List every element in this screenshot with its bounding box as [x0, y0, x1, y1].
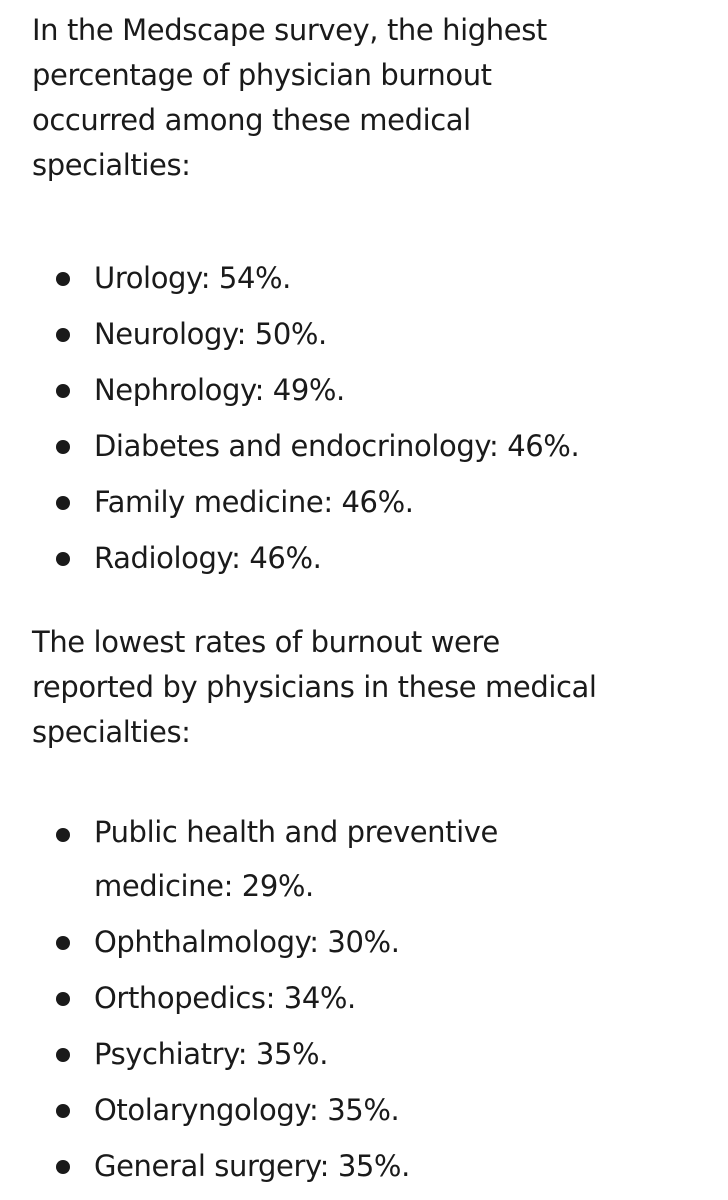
bullet-icon — [56, 552, 70, 566]
lowest-intro-line: reported by physicians in these medical — [32, 670, 597, 704]
bullet-icon — [56, 384, 70, 398]
intro-line: occurred among these medical — [32, 103, 471, 137]
intro-line: In the Medscape survey, the highest — [32, 13, 547, 47]
lowest-intro-line: The lowest rates of burnout were — [32, 625, 500, 659]
bullet-icon — [56, 992, 70, 1006]
list-item: Otolaryngology: 35%. — [0, 1082, 728, 1138]
bullet-icon — [56, 496, 70, 510]
list-item: Orthopedics: 34%. — [0, 970, 728, 1026]
list-item: Family medicine: 46%. — [0, 474, 728, 530]
highest-burnout-list — [0, 250, 728, 586]
lowest-intro-paragraph — [32, 620, 712, 755]
list-item: Ophthalmology: 30%. — [0, 914, 728, 970]
list-item: Urology: 54%. — [0, 250, 728, 306]
bullet-icon — [56, 440, 70, 454]
lowest-intro-line: specialties: — [32, 715, 191, 749]
list-item: General surgery: 35%. — [0, 1138, 728, 1194]
bullet-icon — [56, 272, 70, 286]
intro-line: percentage of physician burnout — [32, 58, 492, 92]
list-item: Diabetes and endocrinology: 46%. — [0, 418, 728, 474]
lowest-burnout-list — [0, 806, 728, 1194]
intro-line: specialties: — [32, 148, 191, 182]
bullet-icon — [56, 328, 70, 342]
bullet-icon — [56, 828, 70, 842]
intro-paragraph — [32, 8, 712, 188]
bullet-icon — [56, 1160, 70, 1174]
bullet-icon — [56, 1048, 70, 1062]
list-item: Public health and preventive medicine: 29%. — [0, 806, 728, 914]
list-item: Nephrology: 49%. — [0, 362, 728, 418]
list-item: Psychiatry: 35%. — [0, 1026, 728, 1082]
list-item: Radiology: 46%. — [0, 530, 728, 586]
list-item: Neurology: 50%. — [0, 306, 728, 362]
bullet-icon — [56, 936, 70, 950]
bullet-icon — [56, 1104, 70, 1118]
